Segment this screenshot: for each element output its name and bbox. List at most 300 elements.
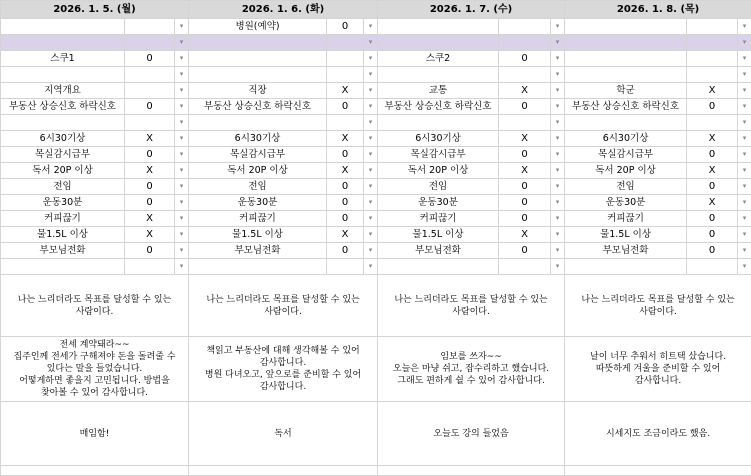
empty-cell[interactable] [1, 466, 189, 476]
chevron-down-icon [180, 134, 184, 142]
dropdown-arrow-icon[interactable] [738, 99, 751, 115]
habit-label-cell[interactable]: 운동30분 [189, 195, 327, 211]
chevron-down-icon [743, 38, 747, 46]
dropdown-arrow-icon[interactable] [738, 163, 751, 179]
chevron-down-icon [180, 102, 184, 110]
dropdown-arrow-icon[interactable] [364, 227, 378, 243]
habit-value-cell[interactable]: 0 [327, 195, 364, 211]
dropdown-arrow-icon[interactable] [175, 19, 189, 35]
dropdown-arrow-icon[interactable] [175, 83, 189, 99]
chevron-down-icon [743, 198, 747, 206]
habit-value-cell[interactable]: 0 [499, 243, 551, 259]
affirmation-cell[interactable] [378, 275, 565, 337]
habit-label-cell[interactable]: 6시30기상 [565, 131, 687, 147]
habit-row [1, 83, 751, 99]
dropdown-arrow-icon[interactable] [175, 227, 189, 243]
dropdown-arrow-icon[interactable] [738, 67, 751, 83]
dropdown-arrow-icon[interactable] [738, 51, 751, 67]
habit-row [1, 147, 751, 163]
dropdown-arrow-icon[interactable] [364, 35, 378, 51]
chevron-down-icon [743, 102, 747, 110]
habit-value-cell[interactable] [499, 19, 551, 35]
dropdown-arrow-icon[interactable] [364, 115, 378, 131]
habit-label-cell[interactable]: 물1.5L 이상 [189, 227, 327, 243]
dropdown-arrow-icon[interactable] [175, 259, 189, 275]
habit-value-cell[interactable] [125, 259, 175, 275]
dropdown-arrow-icon[interactable] [551, 131, 565, 147]
date-header-3[interactable]: 2026. 1. 7. (수) [378, 1, 565, 19]
habit-label-cell[interactable]: 전임 [1, 179, 125, 195]
habit-value-cell[interactable]: X [125, 131, 175, 147]
habit-label-cell[interactable] [189, 67, 327, 83]
habit-row [1, 179, 751, 195]
habit-value-cell[interactable] [687, 35, 738, 51]
dropdown-arrow-icon[interactable] [364, 259, 378, 275]
chevron-down-icon [743, 22, 747, 30]
habit-value-cell[interactable]: X [499, 83, 551, 99]
habit-row [1, 67, 751, 83]
chevron-down-icon [369, 166, 373, 174]
habit-value-cell[interactable]: X [687, 131, 738, 147]
habit-label-cell[interactable]: 지역개요 [1, 83, 125, 99]
dropdown-arrow-icon[interactable] [551, 83, 565, 99]
habit-label-cell[interactable]: 물1.5L 이상 [1, 227, 125, 243]
empty-cell[interactable] [189, 466, 378, 476]
gratitude-cell[interactable] [1, 337, 189, 402]
habit-label-cell[interactable]: 독서 20P 이상 [378, 163, 499, 179]
dropdown-arrow-icon[interactable] [738, 147, 751, 163]
dropdown-arrow-icon[interactable] [551, 147, 565, 163]
chevron-down-icon [369, 70, 373, 78]
habit-value-cell[interactable]: 0 [125, 99, 175, 115]
dropdown-arrow-icon[interactable] [551, 99, 565, 115]
note-row [1, 402, 751, 466]
habit-label-cell[interactable]: 부모님전화 [378, 243, 499, 259]
dropdown-arrow-icon[interactable] [738, 35, 751, 51]
chevron-down-icon [743, 70, 747, 78]
habit-label-cell[interactable]: 부모님전화 [1, 243, 125, 259]
chevron-down-icon [556, 150, 560, 158]
habit-label-cell[interactable]: 부동산 상승신호 하락신호 [1, 99, 125, 115]
habit-label-cell[interactable]: 독서 20P 이상 [189, 163, 327, 179]
gratitude-cell[interactable] [378, 337, 565, 402]
habit-row [1, 163, 751, 179]
gratitude-text: 책읽고 부동산에 대해 생각해볼 수 있어 감사합니다. 병원 다녀오고, 앞으로를 준비할 수 있어 감사합니다. [191, 345, 375, 393]
habit-label-cell[interactable] [1, 19, 125, 35]
chevron-down-icon [743, 134, 747, 142]
habit-label-cell[interactable]: 목실감시급부 [1, 147, 125, 163]
chevron-down-icon [180, 70, 184, 78]
affirmation-text: 나는 느리더라도 목표를 달성할 수 있는 사람이다. [191, 294, 375, 318]
habit-value-cell[interactable]: X [327, 163, 364, 179]
habit-label-cell[interactable] [1, 67, 125, 83]
habit-label-cell[interactable] [1, 115, 125, 131]
habit-value-cell[interactable] [327, 115, 364, 131]
habit-label-cell[interactable]: 운동30분 [378, 195, 499, 211]
habit-value-cell[interactable] [499, 67, 551, 83]
habit-label-cell[interactable]: 운동30분 [1, 195, 125, 211]
gratitude-cell[interactable] [565, 337, 751, 402]
habit-label-cell[interactable] [1, 259, 125, 275]
habit-label-cell[interactable]: 스쿠1 [1, 51, 125, 67]
affirmation-text: 나는 느리더라도 목표를 달성할 수 있는 사람이다. [3, 294, 186, 318]
dropdown-arrow-icon[interactable] [551, 115, 565, 131]
habit-value-cell[interactable]: 0 [327, 147, 364, 163]
habit-label-cell[interactable]: 부모님전화 [565, 243, 687, 259]
dropdown-arrow-icon[interactable] [175, 67, 189, 83]
chevron-down-icon [369, 150, 373, 158]
habit-value-cell[interactable]: X [687, 195, 738, 211]
chevron-down-icon [180, 198, 184, 206]
chevron-down-icon [556, 214, 560, 222]
affirmation-cell[interactable] [1, 275, 189, 337]
habit-value-cell[interactable]: 0 [125, 179, 175, 195]
habit-value-cell[interactable] [125, 35, 175, 51]
habit-label-cell[interactable]: 목실감시급부 [565, 147, 687, 163]
chevron-down-icon [556, 118, 560, 126]
habit-label-cell[interactable] [189, 259, 327, 275]
habit-label-cell[interactable]: 병원(예약) [189, 19, 327, 35]
note-text: 시세지도 조금이라도 했음. [567, 428, 749, 440]
dropdown-arrow-icon[interactable] [738, 259, 751, 275]
habit-value-cell[interactable] [687, 51, 738, 67]
chevron-down-icon [743, 262, 747, 270]
habit-row [1, 115, 751, 131]
note-cell[interactable] [565, 402, 751, 466]
habit-value-cell[interactable] [499, 35, 551, 51]
habit-value-cell[interactable] [125, 83, 175, 99]
chevron-down-icon [180, 166, 184, 174]
habit-label-cell[interactable]: 6시30기상 [378, 131, 499, 147]
habit-value-cell[interactable]: 0 [499, 147, 551, 163]
gratitude-cell[interactable] [189, 337, 378, 402]
habit-label-cell[interactable] [565, 51, 687, 67]
chevron-down-icon [180, 214, 184, 222]
gratitude-text: 전세 계약돼라~~ 집주인께 전세가 구해져야 돈을 돌려줄 수 있다는 말을 들었습니다. 어떻게하면 좋을지 고민됩니다. 방법을 찾아볼 수 있어 감사합니다. [3, 339, 186, 399]
chevron-down-icon [369, 246, 373, 254]
dropdown-arrow-icon[interactable] [175, 211, 189, 227]
habit-label-cell[interactable] [378, 115, 499, 131]
habit-value-cell[interactable]: 0 [687, 227, 738, 243]
habit-row [1, 227, 751, 243]
habit-value-cell[interactable]: X [499, 163, 551, 179]
dropdown-arrow-icon[interactable] [364, 67, 378, 83]
chevron-down-icon [180, 86, 184, 94]
habit-value-cell[interactable]: 0 [687, 243, 738, 259]
chevron-down-icon [180, 118, 184, 126]
habit-label-cell[interactable]: 커피끊기 [189, 211, 327, 227]
habit-value-cell[interactable]: X [687, 83, 738, 99]
habit-label-cell[interactable]: 직장 [189, 83, 327, 99]
dropdown-arrow-icon[interactable] [738, 19, 751, 35]
habit-value-cell[interactable]: 0 [687, 211, 738, 227]
habit-label-cell[interactable]: 6시30기상 [1, 131, 125, 147]
dropdown-arrow-icon[interactable] [738, 179, 751, 195]
habit-row [1, 51, 751, 67]
dropdown-arrow-icon[interactable] [364, 83, 378, 99]
chevron-down-icon [556, 166, 560, 174]
chevron-down-icon [369, 38, 373, 46]
habit-label-cell[interactable]: 전임 [189, 179, 327, 195]
dropdown-arrow-icon[interactable] [364, 51, 378, 67]
date-header-4[interactable]: 2026. 1. 8. (목) [565, 1, 751, 19]
habit-value-cell[interactable] [499, 259, 551, 275]
note-cell[interactable] [1, 402, 189, 466]
dropdown-arrow-icon[interactable] [551, 227, 565, 243]
habit-label-cell[interactable]: 커피끊기 [1, 211, 125, 227]
chevron-down-icon [369, 198, 373, 206]
chevron-down-icon [180, 182, 184, 190]
chevron-down-icon [369, 262, 373, 270]
habit-label-cell[interactable] [189, 115, 327, 131]
habit-value-cell[interactable]: X [327, 83, 364, 99]
habit-value-cell[interactable]: 0 [499, 195, 551, 211]
dropdown-arrow-icon[interactable] [175, 243, 189, 259]
affirmation-cell[interactable] [565, 275, 751, 337]
note-cell[interactable] [189, 402, 378, 466]
habit-label-cell[interactable]: 물1.5L 이상 [378, 227, 499, 243]
note-cell[interactable] [378, 402, 565, 466]
date-header-row [1, 1, 751, 19]
dropdown-arrow-icon[interactable] [175, 51, 189, 67]
chevron-down-icon [743, 214, 747, 222]
dropdown-arrow-icon[interactable] [364, 131, 378, 147]
habit-label-cell[interactable]: 스쿠2 [378, 51, 499, 67]
dropdown-arrow-icon[interactable] [738, 195, 751, 211]
habit-value-cell[interactable]: 0 [125, 195, 175, 211]
dropdown-arrow-icon[interactable] [175, 115, 189, 131]
habit-label-cell[interactable] [565, 115, 687, 131]
chevron-down-icon [556, 70, 560, 78]
dropdown-arrow-icon[interactable] [175, 35, 189, 51]
chevron-down-icon [180, 246, 184, 254]
habit-label-cell[interactable]: 부동산 상승신호 하락신호 [565, 99, 687, 115]
habit-value-cell[interactable]: X [125, 211, 175, 227]
chevron-down-icon [743, 230, 747, 238]
dropdown-arrow-icon[interactable] [738, 227, 751, 243]
dropdown-arrow-icon[interactable] [738, 131, 751, 147]
empty-row [1, 466, 751, 476]
chevron-down-icon [743, 182, 747, 190]
dropdown-arrow-icon[interactable] [551, 163, 565, 179]
chevron-down-icon [369, 54, 373, 62]
dropdown-arrow-icon[interactable] [738, 211, 751, 227]
habit-label-cell[interactable] [378, 259, 499, 275]
chevron-down-icon [556, 230, 560, 238]
habit-value-cell[interactable]: 0 [125, 147, 175, 163]
habit-label-cell[interactable]: 학군 [565, 83, 687, 99]
habit-label-cell[interactable]: 목실감시급부 [189, 147, 327, 163]
habit-value-cell[interactable]: 0 [499, 99, 551, 115]
dropdown-arrow-icon[interactable] [364, 243, 378, 259]
chevron-down-icon [369, 22, 373, 30]
habit-value-cell[interactable]: X [499, 227, 551, 243]
habit-value-cell[interactable] [125, 19, 175, 35]
chevron-down-icon [180, 230, 184, 238]
chevron-down-icon [369, 86, 373, 94]
dropdown-arrow-icon[interactable] [738, 115, 751, 131]
dropdown-arrow-icon[interactable] [364, 195, 378, 211]
habit-value-cell[interactable] [687, 259, 738, 275]
habit-value-cell[interactable]: 0 [687, 179, 738, 195]
dropdown-arrow-icon[interactable] [551, 51, 565, 67]
chevron-down-icon [556, 22, 560, 30]
habit-value-cell[interactable] [327, 259, 364, 275]
date-header-1[interactable]: 2026. 1. 5. (월) [1, 1, 189, 19]
chevron-down-icon [369, 182, 373, 190]
habit-row [1, 19, 751, 35]
dropdown-arrow-icon[interactable] [175, 147, 189, 163]
habit-value-cell[interactable]: 0 [327, 19, 364, 35]
habit-label-cell[interactable]: 커피끊기 [378, 211, 499, 227]
chevron-down-icon [556, 134, 560, 142]
dropdown-arrow-icon[interactable] [175, 99, 189, 115]
habit-row [1, 35, 751, 51]
habit-value-cell[interactable]: 0 [499, 179, 551, 195]
gratitude-row [1, 337, 751, 402]
habit-label-cell[interactable]: 전임 [378, 179, 499, 195]
dropdown-arrow-icon[interactable] [364, 211, 378, 227]
dropdown-arrow-icon[interactable] [551, 179, 565, 195]
chevron-down-icon [743, 246, 747, 254]
chevron-down-icon [743, 54, 747, 62]
dropdown-arrow-icon[interactable] [551, 19, 565, 35]
dropdown-arrow-icon[interactable] [551, 67, 565, 83]
chevron-down-icon [369, 102, 373, 110]
habit-label-cell[interactable]: 교통 [378, 83, 499, 99]
chevron-down-icon [369, 118, 373, 126]
chevron-down-icon [743, 118, 747, 126]
date-header-2[interactable]: 2026. 1. 6. (화) [189, 1, 378, 19]
habit-value-cell[interactable] [125, 67, 175, 83]
habit-value-cell[interactable]: X [125, 163, 175, 179]
chevron-down-icon [180, 22, 184, 30]
chevron-down-icon [743, 86, 747, 94]
habit-label-cell[interactable] [565, 67, 687, 83]
habit-value-cell[interactable]: X [499, 131, 551, 147]
dropdown-arrow-icon[interactable] [738, 243, 751, 259]
habit-value-cell[interactable] [327, 35, 364, 51]
habit-value-cell[interactable]: 0 [327, 211, 364, 227]
habit-value-cell[interactable]: X [687, 163, 738, 179]
habit-label-cell[interactable] [565, 19, 687, 35]
habit-value-cell[interactable] [499, 115, 551, 131]
habit-label-cell[interactable]: 6시30기상 [189, 131, 327, 147]
dropdown-arrow-icon[interactable] [551, 211, 565, 227]
note-text: 독서 [191, 428, 375, 440]
habit-row [1, 131, 751, 147]
habit-row [1, 99, 751, 115]
habit-value-cell[interactable]: 0 [327, 179, 364, 195]
habit-label-cell[interactable]: 운동30분 [565, 195, 687, 211]
habit-label-cell[interactable]: 부동산 상승신호 하락신호 [378, 99, 499, 115]
habit-value-cell[interactable]: 0 [125, 243, 175, 259]
dropdown-arrow-icon[interactable] [364, 179, 378, 195]
habit-label-cell[interactable] [378, 35, 499, 51]
dropdown-arrow-icon[interactable] [551, 35, 565, 51]
habit-label-cell[interactable]: 커피끊기 [565, 211, 687, 227]
dropdown-arrow-icon[interactable] [738, 83, 751, 99]
dropdown-arrow-icon[interactable] [551, 243, 565, 259]
habit-label-cell[interactable]: 독서 20P 이상 [565, 163, 687, 179]
chevron-down-icon [369, 230, 373, 238]
habit-value-cell[interactable] [327, 51, 364, 67]
habit-value-cell[interactable]: 0 [687, 99, 738, 115]
dropdown-arrow-icon[interactable] [175, 131, 189, 147]
affirmation-text: 나는 느리더라도 목표를 달성할 수 있는 사람이다. [380, 294, 562, 318]
affirmation-row [1, 275, 751, 337]
habit-value-cell[interactable] [125, 115, 175, 131]
habit-label-cell[interactable]: 목실감시급부 [378, 147, 499, 163]
habit-label-cell[interactable] [565, 259, 687, 275]
note-text: 오늘도 강의 들었음 [380, 428, 562, 440]
habit-label-cell[interactable]: 물1.5L 이상 [565, 227, 687, 243]
chevron-down-icon [556, 262, 560, 270]
chevron-down-icon [556, 86, 560, 94]
dropdown-arrow-icon[interactable] [364, 99, 378, 115]
affirmation-cell[interactable] [189, 275, 378, 337]
habit-value-cell[interactable]: 0 [499, 211, 551, 227]
habit-value-cell[interactable] [687, 67, 738, 83]
habit-label-cell[interactable] [189, 35, 327, 51]
gratitude-text: 날이 너무 추워서 히트택 샀습니다. 따뜻하게 겨울을 준비할 수 있어 감사합니다. [567, 351, 749, 387]
habit-label-cell[interactable] [565, 35, 687, 51]
habit-label-cell[interactable]: 부동산 상승신호 하락신호 [189, 99, 327, 115]
habit-value-cell[interactable]: X [327, 227, 364, 243]
chevron-down-icon [369, 214, 373, 222]
chevron-down-icon [369, 134, 373, 142]
dropdown-arrow-icon[interactable] [364, 147, 378, 163]
habit-value-cell[interactable]: 0 [327, 243, 364, 259]
note-text: 매임함! [3, 428, 186, 440]
dropdown-arrow-icon[interactable] [175, 163, 189, 179]
habit-value-cell[interactable]: 0 [327, 99, 364, 115]
empty-cell[interactable] [378, 466, 565, 476]
chevron-down-icon [556, 182, 560, 190]
chevron-down-icon [556, 198, 560, 206]
habit-label-cell[interactable] [1, 35, 125, 51]
habit-value-cell[interactable] [687, 115, 738, 131]
habit-row [1, 259, 751, 275]
dropdown-arrow-icon[interactable] [551, 259, 565, 275]
chevron-down-icon [743, 166, 747, 174]
habit-label-cell[interactable]: 독서 20P 이상 [1, 163, 125, 179]
habit-value-cell[interactable]: 0 [125, 51, 175, 67]
chevron-down-icon [180, 150, 184, 158]
habit-label-cell[interactable]: 전임 [565, 179, 687, 195]
habit-value-cell[interactable] [327, 67, 364, 83]
habit-value-cell[interactable]: 0 [687, 147, 738, 163]
habit-value-cell[interactable] [687, 19, 738, 35]
habit-value-cell[interactable]: 0 [499, 51, 551, 67]
empty-cell[interactable] [565, 466, 751, 476]
dropdown-arrow-icon[interactable] [175, 179, 189, 195]
habit-value-cell[interactable]: X [125, 227, 175, 243]
habit-value-cell[interactable]: X [327, 131, 364, 147]
chevron-down-icon [743, 150, 747, 158]
habit-label-cell[interactable] [378, 67, 499, 83]
chevron-down-icon [180, 54, 184, 62]
habit-label-cell[interactable]: 부모님전화 [189, 243, 327, 259]
dropdown-arrow-icon[interactable] [551, 195, 565, 211]
dropdown-arrow-icon[interactable] [364, 163, 378, 179]
habit-row [1, 243, 751, 259]
habit-label-cell[interactable] [378, 19, 499, 35]
dropdown-arrow-icon[interactable] [175, 195, 189, 211]
dropdown-arrow-icon[interactable] [364, 19, 378, 35]
chevron-down-icon [556, 246, 560, 254]
habit-label-cell[interactable] [189, 51, 327, 67]
